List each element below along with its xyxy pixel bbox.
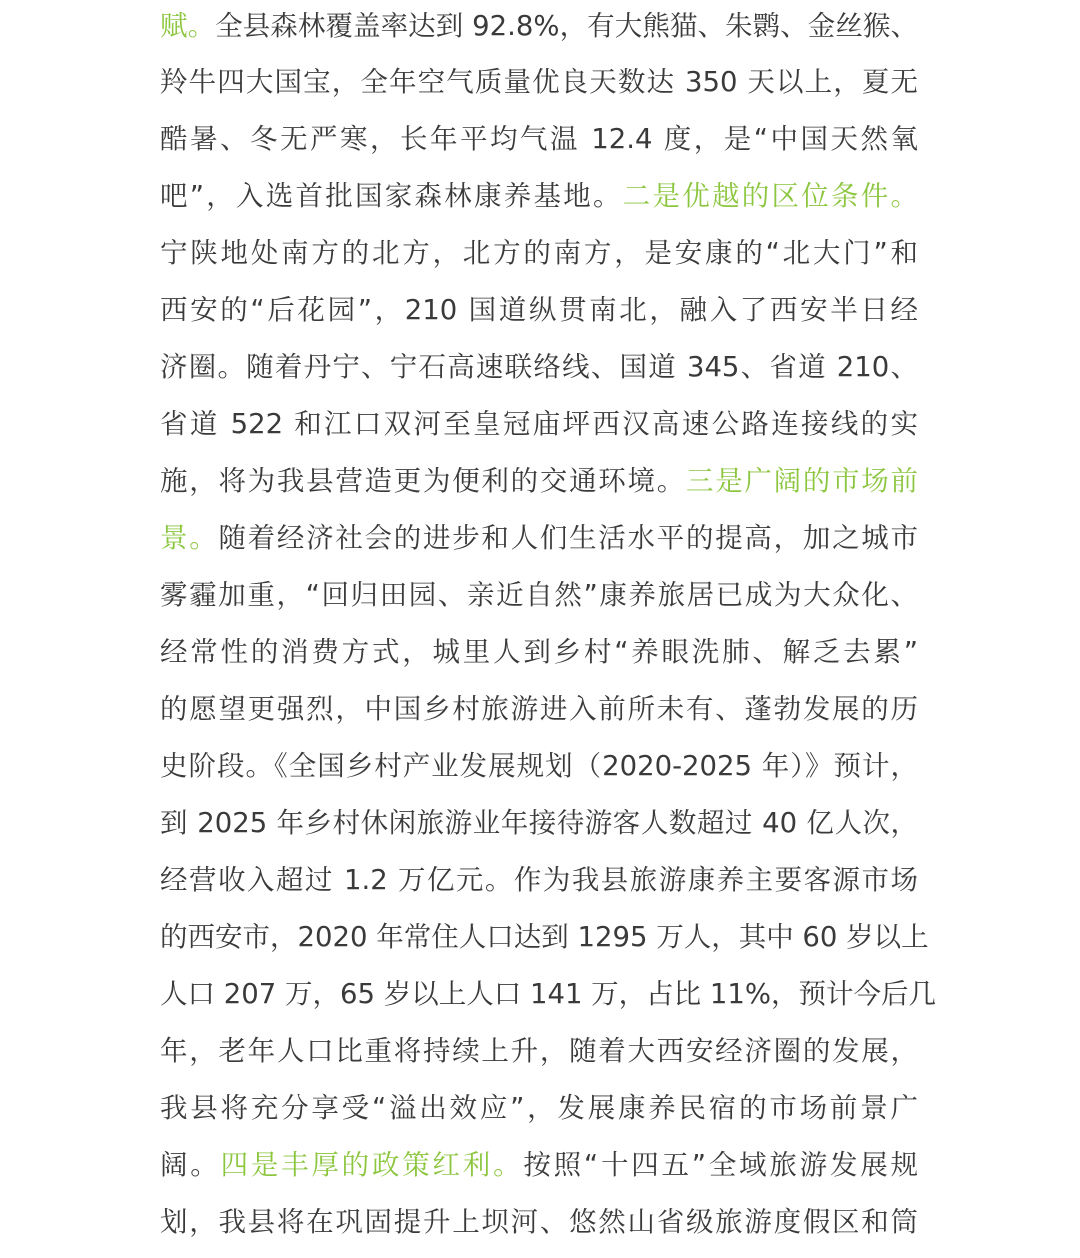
line-text: 的西安市，2020 年常住人口达到 1295 万人，其中 60 岁以上 bbox=[160, 921, 929, 953]
text-line bbox=[160, 115, 918, 163]
line-text: 经常性的消费方式，城里人到乡村“养眼洗肺、解乏去累” bbox=[160, 636, 918, 668]
line-text: 施，将为我县营造更为便利的交通环境。 bbox=[160, 465, 686, 497]
line-text: 年，老年人口比重将持续上升，随着大西安经济圈的发展， bbox=[160, 1035, 918, 1067]
section-highlight: 四是丰厚的政策红利。 bbox=[220, 1149, 524, 1181]
text-line bbox=[160, 286, 918, 334]
text-line bbox=[160, 1198, 918, 1246]
text-line bbox=[160, 58, 918, 106]
section-highlight: 三是广阔的市场前 bbox=[685, 465, 919, 497]
line-text: 的愿望更强烈，中国乡村旅游进入前所未有、蓬勃发展的历 bbox=[160, 693, 918, 725]
text-line bbox=[160, 856, 918, 904]
line-text: 雾霾加重，“回归田园、亲近自然”康养旅居已成为大众化、 bbox=[160, 579, 918, 611]
line-text: 史阶段。《全国乡村产业发展规划（2020-2025 年）》预计， bbox=[160, 750, 918, 782]
text-line bbox=[160, 400, 918, 448]
line-text: 按照“十四五”全域旅游发展规 bbox=[523, 1149, 919, 1181]
text-line bbox=[160, 1084, 918, 1132]
text-line bbox=[160, 571, 918, 619]
text-line bbox=[160, 229, 918, 277]
line-text: 全县森林覆盖率达到 92.8%，有大熊猫、朱鹮、金丝猴、 bbox=[215, 10, 918, 42]
text-line bbox=[160, 1027, 918, 1075]
text-line bbox=[160, 628, 918, 676]
line-text: 济圈。随着丹宁、宁石高速联络线、国道 345、省道 210、 bbox=[160, 351, 918, 383]
text-line bbox=[160, 172, 918, 220]
section-highlight: 景。 bbox=[160, 522, 219, 554]
line-text: 划，我县将在巩固提升上坝河、悠然山省级旅游度假区和筒 bbox=[160, 1206, 918, 1238]
text-line bbox=[160, 457, 918, 505]
section-highlight: 二是优越的区位条件。 bbox=[622, 180, 918, 212]
line-text: 西安的“后花园”，210 国道纵贯南北，融入了西安半日经 bbox=[160, 294, 918, 326]
line-text: 吧”，入选首批国家森林康养基地。 bbox=[160, 180, 623, 212]
line-text: 宁陕地处南方的北方，北方的南方，是安康的“北大门”和 bbox=[160, 237, 918, 269]
line-text: 羚牛四大国宝，全年空气质量优良天数达 350 天以上，夏无 bbox=[160, 66, 918, 98]
line-text: 阔。 bbox=[160, 1149, 221, 1181]
text-line bbox=[160, 685, 918, 733]
text-line bbox=[160, 799, 918, 847]
text-line bbox=[160, 514, 918, 562]
text-line bbox=[160, 970, 937, 1018]
text-line bbox=[160, 343, 918, 391]
line-text: 酷暑、冬无严寒，长年平均气温 12.4 度，是“中国天然氧 bbox=[160, 123, 918, 155]
line-text: 省道 522 和江口双河至皇冠庙坪西汉高速公路连接线的实 bbox=[160, 408, 918, 440]
text-line bbox=[160, 913, 929, 961]
section-highlight: 赋。 bbox=[160, 10, 216, 42]
line-text: 到 2025 年乡村休闲旅游业年接待游客人数超过 40 亿人次， bbox=[160, 807, 918, 839]
text-line bbox=[160, 1141, 918, 1189]
line-text: 经营收入超过 1.2 万亿元。作为我县旅游康养主要客源市场 bbox=[160, 864, 918, 896]
line-text: 人口 207 万，65 岁以上人口 141 万，占比 11%，预计今后几 bbox=[160, 978, 937, 1010]
text-line bbox=[160, 742, 918, 790]
line-text: 我县将充分享受“溢出效应”，发展康养民宿的市场前景广 bbox=[160, 1092, 918, 1124]
line-text: 随着经济社会的进步和人们生活水平的提高，加之城市 bbox=[218, 522, 919, 554]
text-line bbox=[160, 2, 918, 50]
